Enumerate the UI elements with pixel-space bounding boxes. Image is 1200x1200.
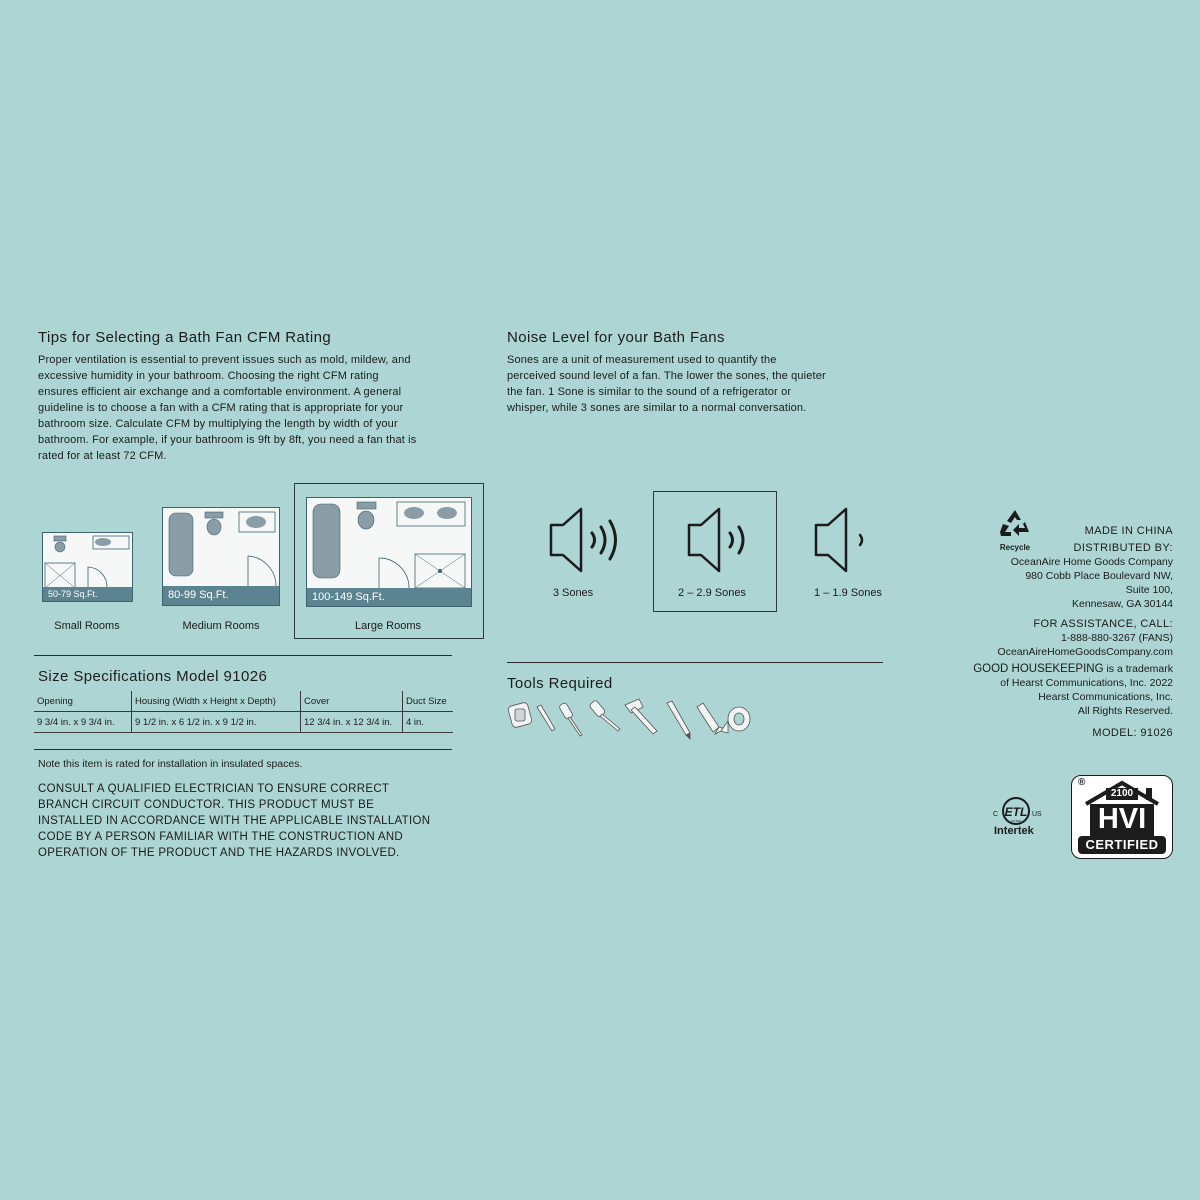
etl-listed: LISTED (1010, 819, 1022, 823)
large-room-size: 100-149 Sq.Ft. (307, 588, 471, 606)
table-row (34, 691, 453, 712)
small-room-size: 50-79 Sq.Ft. (43, 587, 132, 601)
large-room-diagram (306, 497, 472, 607)
model-number: MODEL: 91026 (1092, 727, 1173, 739)
specs-bottom-rule (34, 749, 452, 750)
trademark-suffix: is a trademark (1103, 663, 1173, 675)
large-room-label: Large Rooms (354, 620, 422, 632)
hvi-certified-logo (1071, 775, 1173, 859)
noise-body: Sones are a unit of measurement used to quantify the perceived sound level of a fan. The lower the sones, the quieter the fan. 1 Sone is similar to the sound of a refrigerator or whisper, while 3 sones are similar to a normal conversation. (507, 354, 826, 414)
specs-top-rule (34, 655, 452, 656)
company-address-3: Kennesaw, GA 30144 (1072, 598, 1173, 610)
cfm-title: Tips for Selecting a Bath Fan CFM Rating (38, 329, 332, 346)
pencil-icon (667, 701, 690, 739)
company-address-2: Suite 100, (1125, 584, 1173, 596)
website: OceanAireHomeGoodsCompany.com (997, 646, 1173, 658)
cfm-body: Proper ventilation is essential to prevent issues such as mold, mildew, and excessive humidity in your bathroom. Choosing the right CFM rating ensures efficient air exchange and a comfortable environment. A general guideline is to choose a fan with a CFM rating that is appropriate for your bathroom size. Calculate CFM by multiplying the length by width of your bathroom. For example, if your bathroom is 9ft by 8ft, you need a fan that is rated for at least 72 CFM. (38, 354, 417, 462)
sone-level-2: 2 – 2.9 Sones (678, 587, 746, 599)
medium-room-size: 80-99 Sq.Ft. (163, 586, 279, 605)
company-info (973, 524, 1173, 740)
hvi-text: HVI (1097, 803, 1147, 835)
good-housekeeping: GOOD HOUSEKEEPING (973, 663, 1104, 675)
tools-top-rule (507, 662, 883, 663)
hvi-certified: CERTIFIED (1085, 837, 1159, 852)
sone-level-1: 1 – 1.9 Sones (814, 587, 882, 599)
trademark-line-1 (973, 662, 1173, 676)
specs-value-housing: 9 1/2 in. x 6 1/2 in. x 9 1/2 in. (132, 712, 301, 733)
phillips-screwdriver-icon (589, 700, 620, 731)
specs-table (34, 691, 453, 733)
etl-us: US (1032, 811, 1042, 818)
etl-c: C (993, 811, 999, 818)
trademark-line-3: Hearst Communications, Inc. (1038, 691, 1173, 703)
company-address-1: 980 Cobb Place Boulevard NW, (1025, 570, 1173, 582)
distributed-by: DISTRIBUTED BY: (1073, 542, 1173, 554)
small-room-label: Small Rooms (54, 620, 120, 632)
sone-level-3: 3 Sones (552, 587, 594, 599)
etl-text: ETL (1004, 805, 1028, 819)
company-name: OceanAire Home Goods Company (1010, 556, 1173, 568)
tape-icon (721, 707, 750, 733)
medium-room-diagram (162, 507, 280, 606)
screwdriver-icon (559, 702, 582, 736)
assistance-heading: FOR ASSISTANCE, CALL: (1033, 618, 1173, 630)
noise-title: Noise Level for your Bath Fans (507, 329, 725, 346)
drill-bit-icon (537, 705, 555, 731)
small-room-diagram (42, 532, 133, 602)
trademark-line-2: of Hearst Communications, Inc. 2022 (1000, 677, 1173, 689)
tools-title: Tools Required (507, 675, 613, 692)
hammer-icon (625, 699, 657, 734)
hvi-registered: ® (1078, 777, 1086, 788)
hvi-number: 2100 (1110, 788, 1134, 799)
rights-reserved: All Rights Reserved. (1077, 705, 1173, 717)
made-in: MADE IN CHINA (1084, 525, 1173, 537)
tools-illustration (507, 697, 757, 742)
specs-value-cover: 12 3/4 in. x 12 3/4 in. (301, 712, 403, 733)
screw-anchor-icon (507, 702, 532, 728)
electrician-warning: CONSULT A QUALIFIED ELECTRICIAN TO ENSURE CORRECT BRANCH CIRCUIT CONDUCTOR. THIS PRODUCT MUST BE INSTALLED IN ACCORDANCE WITH THE APPLICABLE INSTALLATION CODE BY A PERSON FAMILIAR WITH THE CONSTRUCTION AND OPERATION OF THE PRODUCT AND THE HAZARDS INVOLVED. (38, 783, 431, 859)
utility-knife-icon (697, 703, 725, 734)
specs-title: Size Specifications Model 91026 (38, 668, 268, 685)
specs-header-duct: Duct Size (403, 691, 454, 712)
speaker-medium-icon (686, 505, 756, 575)
specs-value-duct: 4 in. (403, 712, 454, 733)
medium-room-label: Medium Rooms (182, 620, 260, 632)
insulation-note: Note this item is rated for installation in insulated spaces. (38, 758, 303, 770)
speaker-loud-icon (548, 505, 628, 575)
specs-header-housing: Housing (Width x Height x Depth) (132, 691, 301, 712)
specs-value-opening: 9 3/4 in. x 9 3/4 in. (34, 712, 132, 733)
speaker-quiet-icon (813, 505, 873, 575)
table-row (34, 712, 453, 733)
specs-header-opening: Opening (34, 691, 132, 712)
specs-header-cover: Cover (301, 691, 403, 712)
intertek-label: Intertek (994, 825, 1034, 837)
recycle-label: Recycle (999, 543, 1031, 552)
phone-number: 1-888-880-3267 (FANS) (1060, 632, 1173, 644)
